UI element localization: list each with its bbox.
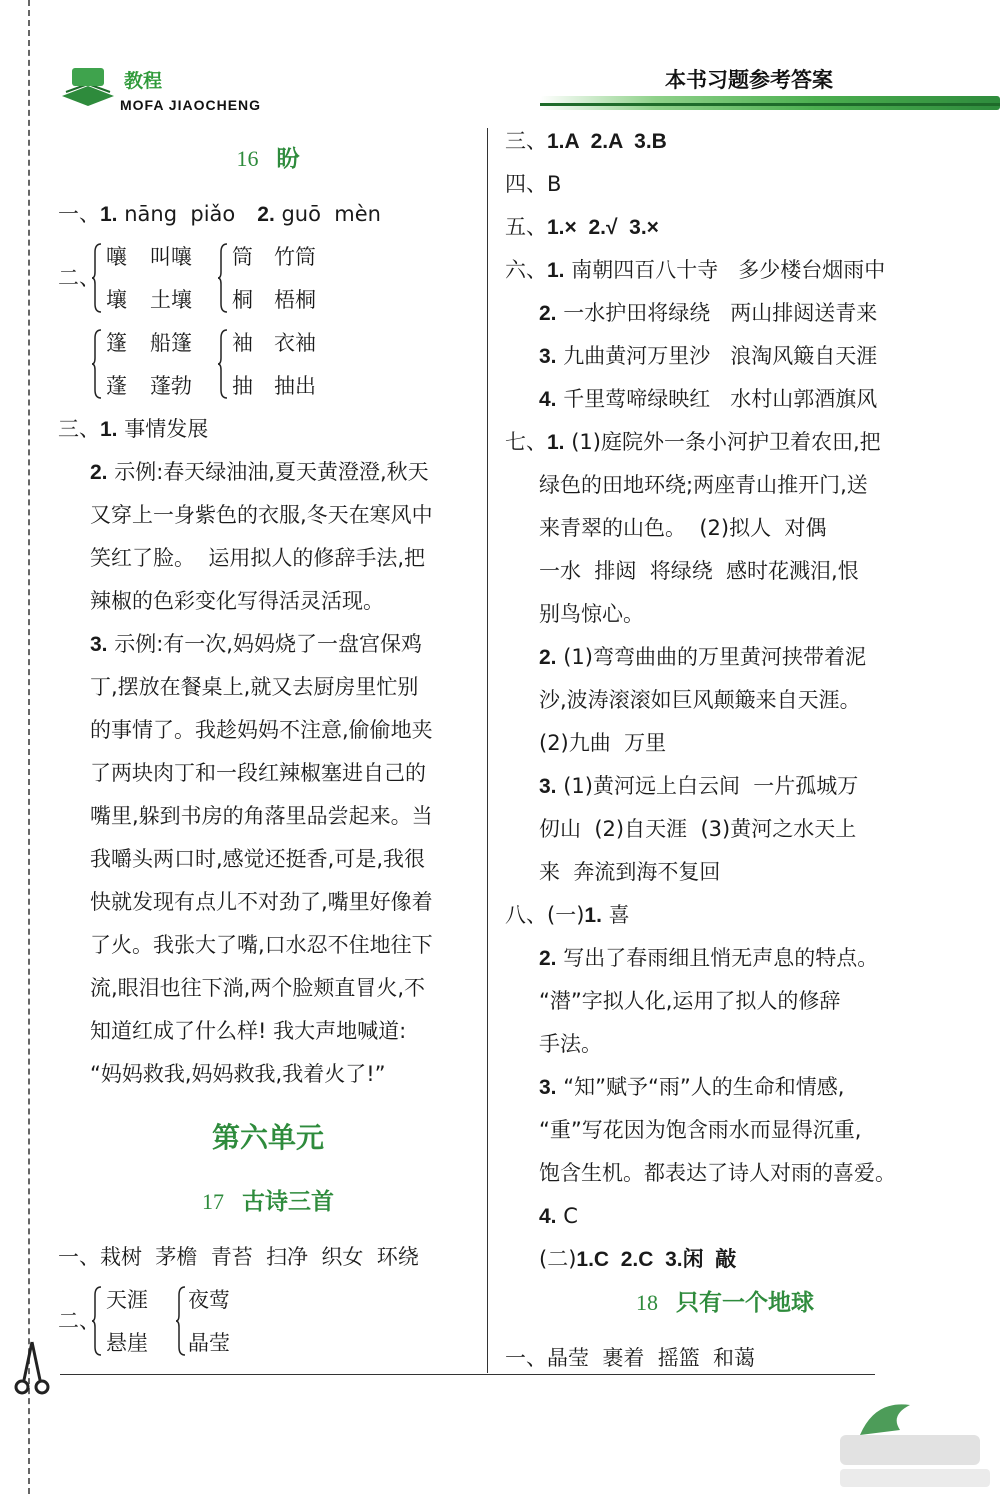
unit-heading: 第六单元 bbox=[211, 1121, 324, 1154]
answer-line bbox=[505, 249, 945, 292]
answer-text: 晶莹 裹着 摇篮 和蔼 bbox=[547, 1346, 756, 1370]
item-number: 3. bbox=[90, 633, 108, 656]
word: 衣袖 bbox=[274, 331, 316, 355]
brand-pinyin: MOFA JIAOCHENG bbox=[120, 97, 262, 113]
answer-text: 写出了春雨细且悄无声息的特点。 bbox=[563, 946, 879, 970]
brace-icon bbox=[218, 328, 228, 400]
lesson-heading-16 bbox=[58, 137, 478, 193]
answer-text: 喜 bbox=[608, 903, 630, 927]
answer-line: 来青翠的山色。 (2)拟人 对偶 bbox=[539, 516, 827, 540]
answer-text: 示例:春天绿油油,夏天黄澄澄,秋天 bbox=[114, 460, 429, 484]
character: 篷 bbox=[106, 331, 127, 355]
lesson-title: 只有一个地球 bbox=[676, 1290, 814, 1316]
answer-line: 辣椒的色彩变化写得活灵活现。 bbox=[90, 589, 384, 613]
answer-text: (1)庭院外一条小河护卫着农田,把 bbox=[571, 430, 881, 454]
answer-line bbox=[58, 408, 478, 451]
brace-icon bbox=[92, 1285, 102, 1357]
item-number: 1. bbox=[584, 904, 602, 927]
question-prefix: 一、 bbox=[505, 1346, 547, 1370]
word: 晶莹 bbox=[188, 1331, 230, 1355]
item-number: 1. bbox=[100, 203, 118, 226]
item-number: 4. bbox=[539, 388, 557, 411]
character: 桐 bbox=[232, 288, 253, 312]
question-prefix: 二、 bbox=[58, 266, 100, 290]
answer-line: 又穿上一身紫色的衣服,冬天在寒风中 bbox=[90, 503, 433, 527]
character: 嚷 bbox=[106, 245, 127, 269]
answer-text: C bbox=[563, 1204, 578, 1228]
question-prefix: 三、 bbox=[58, 417, 100, 441]
answer-line bbox=[505, 1337, 945, 1380]
brace-icon bbox=[92, 242, 102, 314]
item-number: 2. bbox=[539, 947, 557, 970]
answer-line: 别鸟惊心。 bbox=[539, 602, 644, 626]
answer-text: (1)黄河远上白云间 一片孤城万 bbox=[563, 774, 859, 798]
answer-line bbox=[505, 421, 945, 464]
character: 袖 bbox=[232, 331, 253, 355]
answer-line: 沙,波涛滚滚如巨风颠簸来自天涯。 bbox=[539, 688, 861, 712]
answer-text: guō mèn bbox=[281, 202, 381, 226]
answer-line: 笑红了脸。 运用拟人的修辞手法,把 bbox=[90, 546, 426, 570]
answer-text: 千里莺啼绿映红 水村山郭酒旗风 bbox=[563, 387, 878, 411]
word: 抽出 bbox=[274, 374, 316, 398]
answer-line: 我嚼头两口时,感觉还挺香,可是,我很 bbox=[90, 847, 426, 871]
answer-line: 手法。 bbox=[539, 1032, 602, 1056]
question-prefix: 四、 bbox=[505, 172, 547, 196]
brand-logo bbox=[58, 62, 298, 122]
question-prefix: 一、 bbox=[58, 1245, 100, 1269]
column-divider bbox=[487, 128, 488, 1373]
answer-line: 快就发现有点儿不对劲了,嘴里好像着 bbox=[90, 890, 433, 914]
part-label: (二) bbox=[539, 1247, 577, 1271]
answer-line bbox=[505, 335, 945, 378]
left-column bbox=[58, 137, 478, 1365]
item-number: 2. bbox=[90, 461, 108, 484]
question-prefix: 五、 bbox=[505, 215, 547, 239]
answer-line: 的事情了。我趁妈妈不注意,偷偷地夹 bbox=[90, 718, 433, 742]
answer-line bbox=[505, 1238, 945, 1281]
answer-line: 嘴里,躲到书房的角落里品尝起来。当 bbox=[90, 804, 433, 828]
brace-icon bbox=[92, 328, 102, 400]
answer-line bbox=[505, 120, 945, 163]
word: 悬崖 bbox=[106, 1331, 148, 1355]
character-group bbox=[58, 1279, 478, 1365]
answer-line: 了火。我张大了嘴,口水忍不住地往下 bbox=[90, 933, 433, 957]
question-prefix: 八、 bbox=[505, 903, 547, 927]
answer-text: 事情发展 bbox=[124, 417, 209, 441]
answer-text: 栽树 茅檐 青苔 扫净 织女 环绕 bbox=[100, 1245, 419, 1269]
item-number: 1. bbox=[547, 259, 565, 282]
word: 土壤 bbox=[150, 288, 192, 312]
lesson-number: 18 bbox=[636, 1290, 658, 1315]
answer-line bbox=[505, 206, 945, 249]
answer-line bbox=[505, 1195, 945, 1238]
lesson-title: 古诗三首 bbox=[242, 1189, 334, 1215]
item-number: 2. bbox=[539, 302, 557, 325]
item-number: 3. bbox=[539, 345, 557, 368]
answer-line bbox=[58, 193, 478, 236]
answer-text: 1.A 2.A 3.B bbox=[547, 130, 667, 153]
character: 蓬 bbox=[106, 374, 127, 398]
question-prefix: 六、 bbox=[505, 258, 547, 282]
answer-line: 来 奔流到海不复回 bbox=[539, 860, 721, 884]
answer-line bbox=[505, 378, 945, 421]
answer-line bbox=[58, 451, 478, 494]
question-prefix: 三、 bbox=[505, 129, 547, 153]
item-number: 3. bbox=[539, 1076, 557, 1099]
answer-text: 南朝四百八十寺 多少楼台烟雨中 bbox=[571, 258, 886, 282]
page-title: 本书习题参考答案 bbox=[665, 68, 833, 92]
answer-line: 饱含生机。都表达了诗人对雨的喜爱。 bbox=[539, 1161, 896, 1185]
item-number: 2. bbox=[257, 203, 275, 226]
answer-line bbox=[505, 937, 945, 980]
scissors-icon bbox=[12, 1340, 52, 1400]
character: 壤 bbox=[106, 288, 127, 312]
answer-text: B bbox=[547, 172, 562, 196]
answer-line bbox=[58, 1236, 478, 1279]
answer-line bbox=[505, 1066, 945, 1109]
answer-line: (2)九曲 万里 bbox=[539, 731, 667, 755]
word: 蓬勃 bbox=[150, 374, 192, 398]
answer-line: 流,眼泪也往下淌,两个脸颊直冒火,不 bbox=[90, 976, 426, 1000]
character: 抽 bbox=[232, 374, 253, 398]
question-prefix: 二、 bbox=[58, 1309, 100, 1333]
question-prefix: 七、 bbox=[505, 430, 547, 454]
character: 筒 bbox=[232, 245, 253, 269]
item-number: 3. bbox=[539, 775, 557, 798]
right-column bbox=[505, 120, 945, 1380]
answer-text: 九曲黄河万里沙 浪淘风簸自天涯 bbox=[563, 344, 878, 368]
word: 梧桐 bbox=[274, 288, 316, 312]
header-rule-line bbox=[540, 103, 1000, 106]
item-number: 1. bbox=[100, 418, 118, 441]
answer-line bbox=[505, 636, 945, 679]
lesson-heading-17 bbox=[58, 1180, 478, 1236]
lesson-title: 盼 bbox=[276, 146, 300, 172]
answer-line: “重”写花因为饱含雨水而显得沉重, bbox=[539, 1118, 862, 1142]
item-number: 2. bbox=[539, 646, 557, 669]
answer-line: “潜”字拟人化,运用了拟人的修辞 bbox=[539, 989, 841, 1013]
character-group bbox=[58, 236, 478, 322]
lesson-number: 16 bbox=[236, 146, 259, 171]
answer-text: 一水护田将绿绕 两山排闼送青来 bbox=[563, 301, 878, 325]
answer-line: 丁,摆放在餐桌上,就又去厨房里忙别 bbox=[90, 675, 419, 699]
answer-line: 一水 排闼 将绿绕 感时花溅泪,恨 bbox=[539, 559, 859, 583]
word: 船篷 bbox=[150, 331, 192, 355]
word: 天涯 bbox=[106, 1288, 148, 1312]
word: 叫嚷 bbox=[150, 245, 192, 269]
answer-line bbox=[505, 894, 945, 937]
answer-line: 仞山 (2)自天涯 (3)黄河之水天上 bbox=[539, 817, 857, 841]
item-number: 1. bbox=[547, 431, 565, 454]
answer-line bbox=[505, 163, 945, 206]
cut-line bbox=[28, 0, 30, 1494]
part-label: (一) bbox=[547, 903, 585, 927]
answer-line: 知道红成了什么样! 我大声地喊道: bbox=[90, 1019, 407, 1043]
brace-icon bbox=[176, 1285, 186, 1357]
answer-text: “知”赋予“雨”人的生命和情感, bbox=[563, 1075, 845, 1099]
book-logo-icon bbox=[58, 62, 118, 108]
answer-line bbox=[58, 623, 478, 666]
answer-line bbox=[505, 292, 945, 335]
answer-line: “妈妈救我,妈妈救我,我着火了!” bbox=[90, 1062, 386, 1086]
lesson-number: 17 bbox=[202, 1189, 224, 1214]
answer-text: nāng piǎo bbox=[124, 202, 236, 226]
lesson-heading-18 bbox=[505, 1281, 945, 1337]
word: 竹筒 bbox=[274, 245, 316, 269]
item-number: 4. bbox=[539, 1205, 557, 1228]
brace-icon bbox=[218, 242, 228, 314]
answer-line: 了两块肉丁和一段红辣椒塞进自己的 bbox=[90, 761, 426, 785]
watermark-icon bbox=[820, 1395, 990, 1490]
question-prefix: 一、 bbox=[58, 202, 100, 226]
answer-text: 示例:有一次,妈妈烧了一盘宫保鸡 bbox=[114, 632, 422, 656]
word: 夜莺 bbox=[188, 1288, 230, 1312]
answer-text: (1)弯弯曲曲的万里黄河挟带着泥 bbox=[563, 645, 866, 669]
answer-text: 1.× 2.√ 3.× bbox=[547, 216, 659, 239]
answer-line: 绿色的田地环绕;两座青山推开门,送 bbox=[539, 473, 868, 497]
character-group bbox=[58, 322, 478, 408]
answer-text: 1.C 2.C 3.闲 敲 bbox=[576, 1248, 737, 1271]
answer-line bbox=[505, 765, 945, 808]
brand-name: 教程 bbox=[124, 70, 163, 92]
